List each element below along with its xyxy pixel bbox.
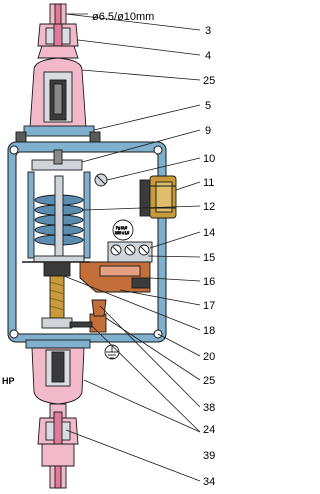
callout-3: 3	[205, 25, 212, 37]
callout-14: 14	[203, 227, 216, 239]
callout-39-visible: 39	[203, 450, 216, 462]
callout-17: 17	[203, 300, 216, 312]
svg-text:Pg 13,5: Pg 13,5	[116, 226, 127, 230]
callout-15: 15	[203, 252, 216, 264]
callout-16: 16	[203, 276, 216, 288]
pipe-size-label: ø6.5/ø10mm	[92, 11, 155, 23]
callout-numbers	[203, 25, 215, 488]
callout-10: 10	[203, 153, 216, 165]
callout-4: 4	[205, 50, 212, 62]
svg-text:M20 x 1,5: M20 x 1,5	[115, 231, 129, 235]
callout-24: 24	[203, 424, 216, 436]
cable-gland	[140, 176, 176, 218]
callout-12: 12	[203, 201, 216, 213]
callout-20: 20	[203, 351, 216, 363]
callout-25-bottom: 25	[203, 375, 216, 387]
callout-18: 18	[203, 325, 216, 337]
callout-38: 38	[203, 402, 216, 414]
callout-25-top: 25	[203, 75, 216, 87]
callout-11: 11	[203, 177, 215, 189]
lower-bellows-chamber	[26, 340, 90, 404]
adjusting-screw	[95, 174, 107, 186]
upper-bellows-chamber	[16, 58, 100, 146]
hp-label: HP	[2, 376, 15, 386]
callout-9: 9	[205, 125, 212, 137]
top-pipe-fitting	[38, 4, 78, 58]
bottom-pipe-fitting	[38, 404, 78, 488]
callout-34: 34	[203, 476, 216, 488]
callout-5: 5	[205, 100, 212, 112]
